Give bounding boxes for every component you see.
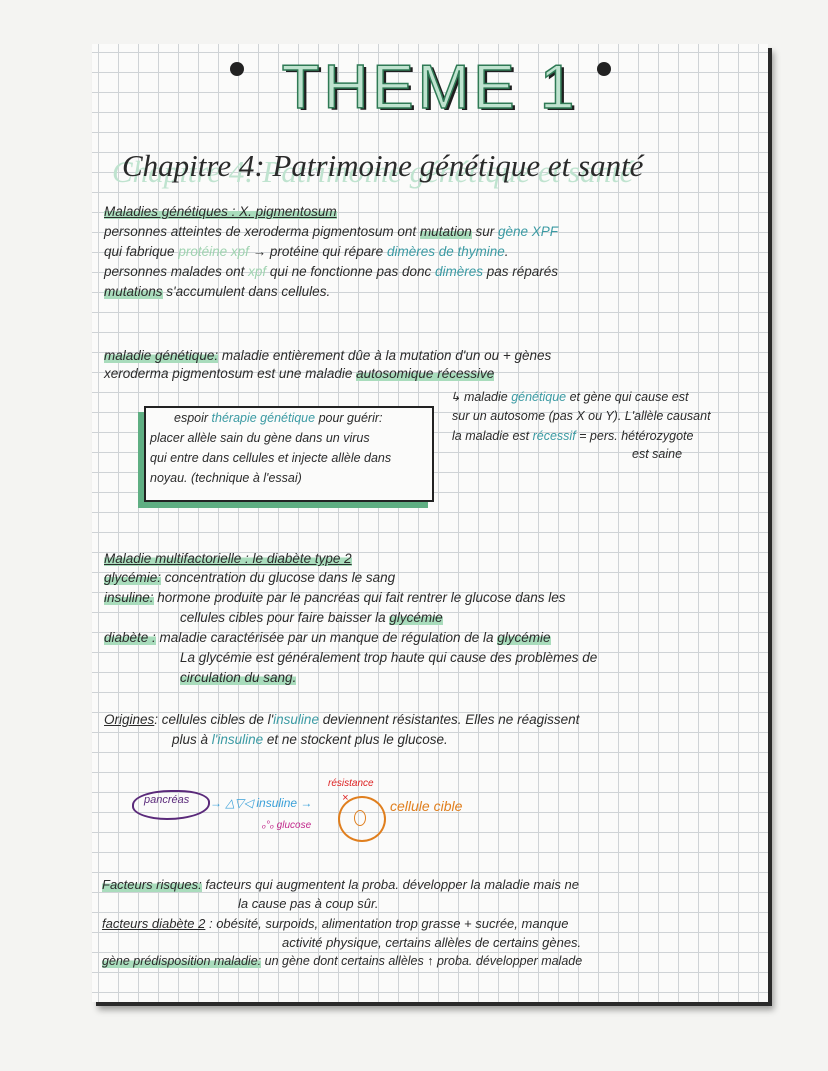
cross-icon: × xyxy=(342,792,349,804)
text-line: qui entre dans cellules et injecte allèle dans xyxy=(150,451,392,465)
text-line: est saine xyxy=(632,447,683,461)
text-line: plus à l'insuline et ne stockent plus le glucose. xyxy=(172,732,448,747)
notebook-page xyxy=(92,44,768,1002)
text-line: mutations s'accumulent dans cellules. xyxy=(104,284,331,299)
chapter-title: Chapitre 4: Patrimoine génétique et santé xyxy=(122,148,644,183)
text-line: qui fabrique protéine xpf → protéine qui répare dimères de thymine. xyxy=(104,244,509,259)
glucose-label: ₒ°ₒ glucose xyxy=(262,820,312,831)
text-line: la cause pas à coup sûr. xyxy=(238,896,379,911)
text-line: Facteurs risques: facteurs qui augmentent la proba. développer la maladie mais ne xyxy=(102,877,579,892)
insulin-label: → △▽◁ insuline → xyxy=(210,796,313,810)
gene-therapy-box xyxy=(144,406,434,502)
text-line: maladie génétique: maladie entièrement dûe à la mutation d'un ou + gènes xyxy=(104,348,552,363)
text-line: personnes atteintes de xeroderma pigmentosum ont mutation sur gène XPF xyxy=(104,224,559,239)
section-heading: Maladie multifactorielle : le diabète type 2 xyxy=(104,551,352,566)
target-cell-label: cellule cible xyxy=(390,798,463,814)
text-line: Origines: cellules cibles de l'insuline deviennent résistantes. Elles ne réagissent xyxy=(104,712,580,727)
page-title: THEME 1 xyxy=(281,53,579,122)
text-line: facteurs diabète 2 : obésité, surpoids, alimentation trop grasse + sucrée, manque xyxy=(102,916,569,931)
text-line: insuline: hormone produite par le pancréas qui fait rentrer le glucose dans les xyxy=(104,590,566,605)
text-line: activité physique, certains allèles de certains gènes. xyxy=(282,935,582,950)
text-line: noyau. (technique à l'essai) xyxy=(150,471,302,485)
text-line: ↳ maladie génétique et gène qui cause est xyxy=(450,390,689,404)
section-heading: Maladies génétiques : X. pigmentosum xyxy=(104,204,337,219)
text-line: glycémie: concentration du glucose dans le sang xyxy=(104,570,396,585)
text-line: diabète : maladie caractérisée par un manque de régulation de la glycémie xyxy=(104,630,551,645)
text-line: placer allèle sain du gène dans un virus xyxy=(150,431,370,445)
text-line: xeroderma pigmentosum est une maladie autosomique récessive xyxy=(104,366,495,381)
text-line: personnes malades ont xpf qui ne fonctionne pas donc dimères pas réparés xyxy=(104,264,559,279)
resistance-label: résistance xyxy=(328,778,374,789)
text-line: la maladie est récessif = pers. hétérozygote xyxy=(452,429,694,443)
nucleus-shape xyxy=(354,810,366,826)
text-line: La glycémie est généralement trop haute qui cause des problèmes de xyxy=(180,650,598,665)
text-line: sur un autosome (pas X ou Y). L'allèle causant xyxy=(452,409,711,423)
text-line: gène prédisposition maladie: un gène dont certains allèles ↑ proba. développer malade xyxy=(102,954,583,968)
text-line: espoir thérapie génétique pour guérir: xyxy=(174,411,383,425)
text-line: cellules cibles pour faire baisser la glycémie xyxy=(180,610,443,625)
pancreas-label: pancréas xyxy=(144,794,190,806)
text-line: circulation du sang. xyxy=(180,670,297,685)
